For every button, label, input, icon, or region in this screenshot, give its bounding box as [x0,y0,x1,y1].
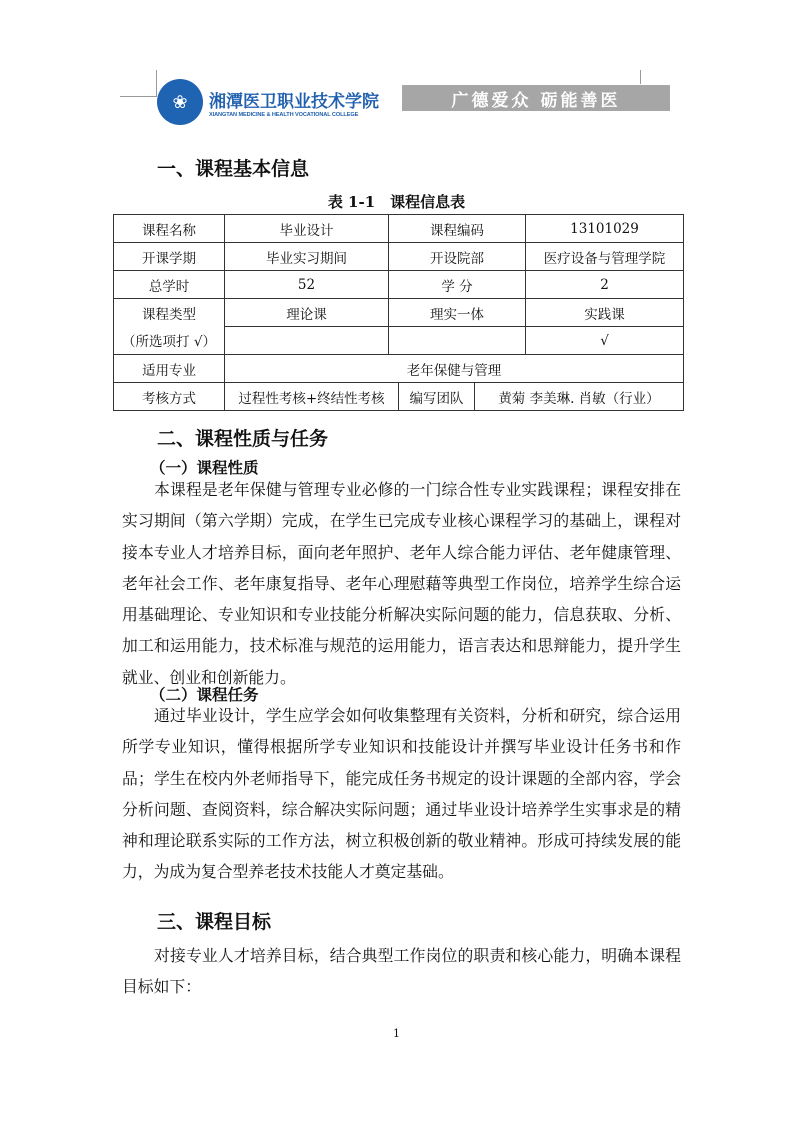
paragraph: 本课程是老年保健与管理专业必修的一门综合性专业实践课程；课程安排在实习期间（第六学期）完成，在学生已完成专业核心课程学习的基础上，课程对接本专业人才培养目标，面向老年照护、老年人综合能力评估、老年健康管理、老年社会工作、老年康复指导、老年心理慰藉等典型工作岗位，培养学生综合运用基础理论、专业知识和专业技能分析解决实际问题的能力，信息获取、分析、加工和运用能力，技术标准与规范的运用能力，语言表达和思辩能力，提升学生就业、创业和创新能力。 [122,480,681,687]
checkmark-cell: √ [526,327,684,355]
cell: 适用专业 [114,355,225,383]
table-row [114,215,684,243]
table-row [114,299,684,327]
section-heading: 一、课程基本信息 [157,158,310,180]
school-name-en: XIANGTAN MEDICINE & HEALTH VOCATIONAL COLLEGE [209,111,359,118]
school-name-cn: 湘潭医卫职业技术学院 [209,91,379,112]
cell: 2 [526,271,684,299]
table-row [114,355,684,383]
table-caption: 表 1-1 课程信息表 [327,193,466,211]
cell: 开课学期 [114,243,225,271]
subsection-heading: （一）课程性质 [150,459,259,477]
page-number: 1 [393,1027,400,1040]
cell [389,327,526,355]
table-row [114,383,684,411]
paragraph: 对接专业人才培养目标，结合典型工作岗位的职责和核心能力，明确本课程目标如下： [122,946,681,997]
cell: 开设院部 [389,243,526,271]
cell-group [225,383,684,411]
cell: 52 [225,271,389,299]
cell [225,327,389,355]
cell: 医疗设备与管理学院 [526,243,684,271]
subsection-heading: （二）课程任务 [150,686,259,704]
cell: 13101029 [526,215,684,243]
cell: 实践课 [526,299,684,327]
cell: 课程类型 [114,299,225,327]
section-heading: 三、课程目标 [157,911,272,933]
logo-emblem-icon: ❀ [157,79,203,125]
crop-mark-left [120,70,157,97]
cell: 编写团队 [399,383,475,410]
crop-mark-right [640,70,642,84]
cell: 课程名称 [114,215,225,243]
cell: 学 分 [389,271,526,299]
cell: 黄菊 李美琳. 肖敏（行业） [498,390,660,407]
cell: 课程编码 [389,215,526,243]
cell: 毕业实习期间 [225,243,389,271]
cell: 老年保健与管理 [225,355,684,383]
cell: （所选项打 √） [114,327,225,355]
cell: 总学时 [114,271,225,299]
table-row [114,243,684,271]
cell: 考核方式 [114,383,225,411]
paragraph: 通过毕业设计，学生应学会如何收集整理有关资料，分析和研究，综合运用所学专业知识，懂得根据所学专业知识和技能设计并撰写毕业设计任务书和作品；学生在校内外老师指导下，能完成任务书规定的设计课题的全部内容，学会分析问题、查阅资料，综合解决实际问题；通过毕业设计培养学生实事求是的精神和理论联系实际的工作方法，树立积极创新的敬业精神。形成可持续发展的能力，为成为复合型养老技术技能人才奠定基础。 [122,706,681,882]
cell: 理论课 [225,299,389,327]
cell: 毕业设计 [225,215,389,243]
cell: 理实一体 [389,299,526,327]
section-heading: 二、课程性质与任务 [157,428,329,450]
table-row [114,271,684,299]
table-row [114,327,684,355]
school-logo [157,79,395,125]
course-info-table [113,214,684,411]
cell: 过程性考核+终结性考核 [225,383,399,410]
motto-banner: 广德爱众 砺能善医 [402,85,670,111]
